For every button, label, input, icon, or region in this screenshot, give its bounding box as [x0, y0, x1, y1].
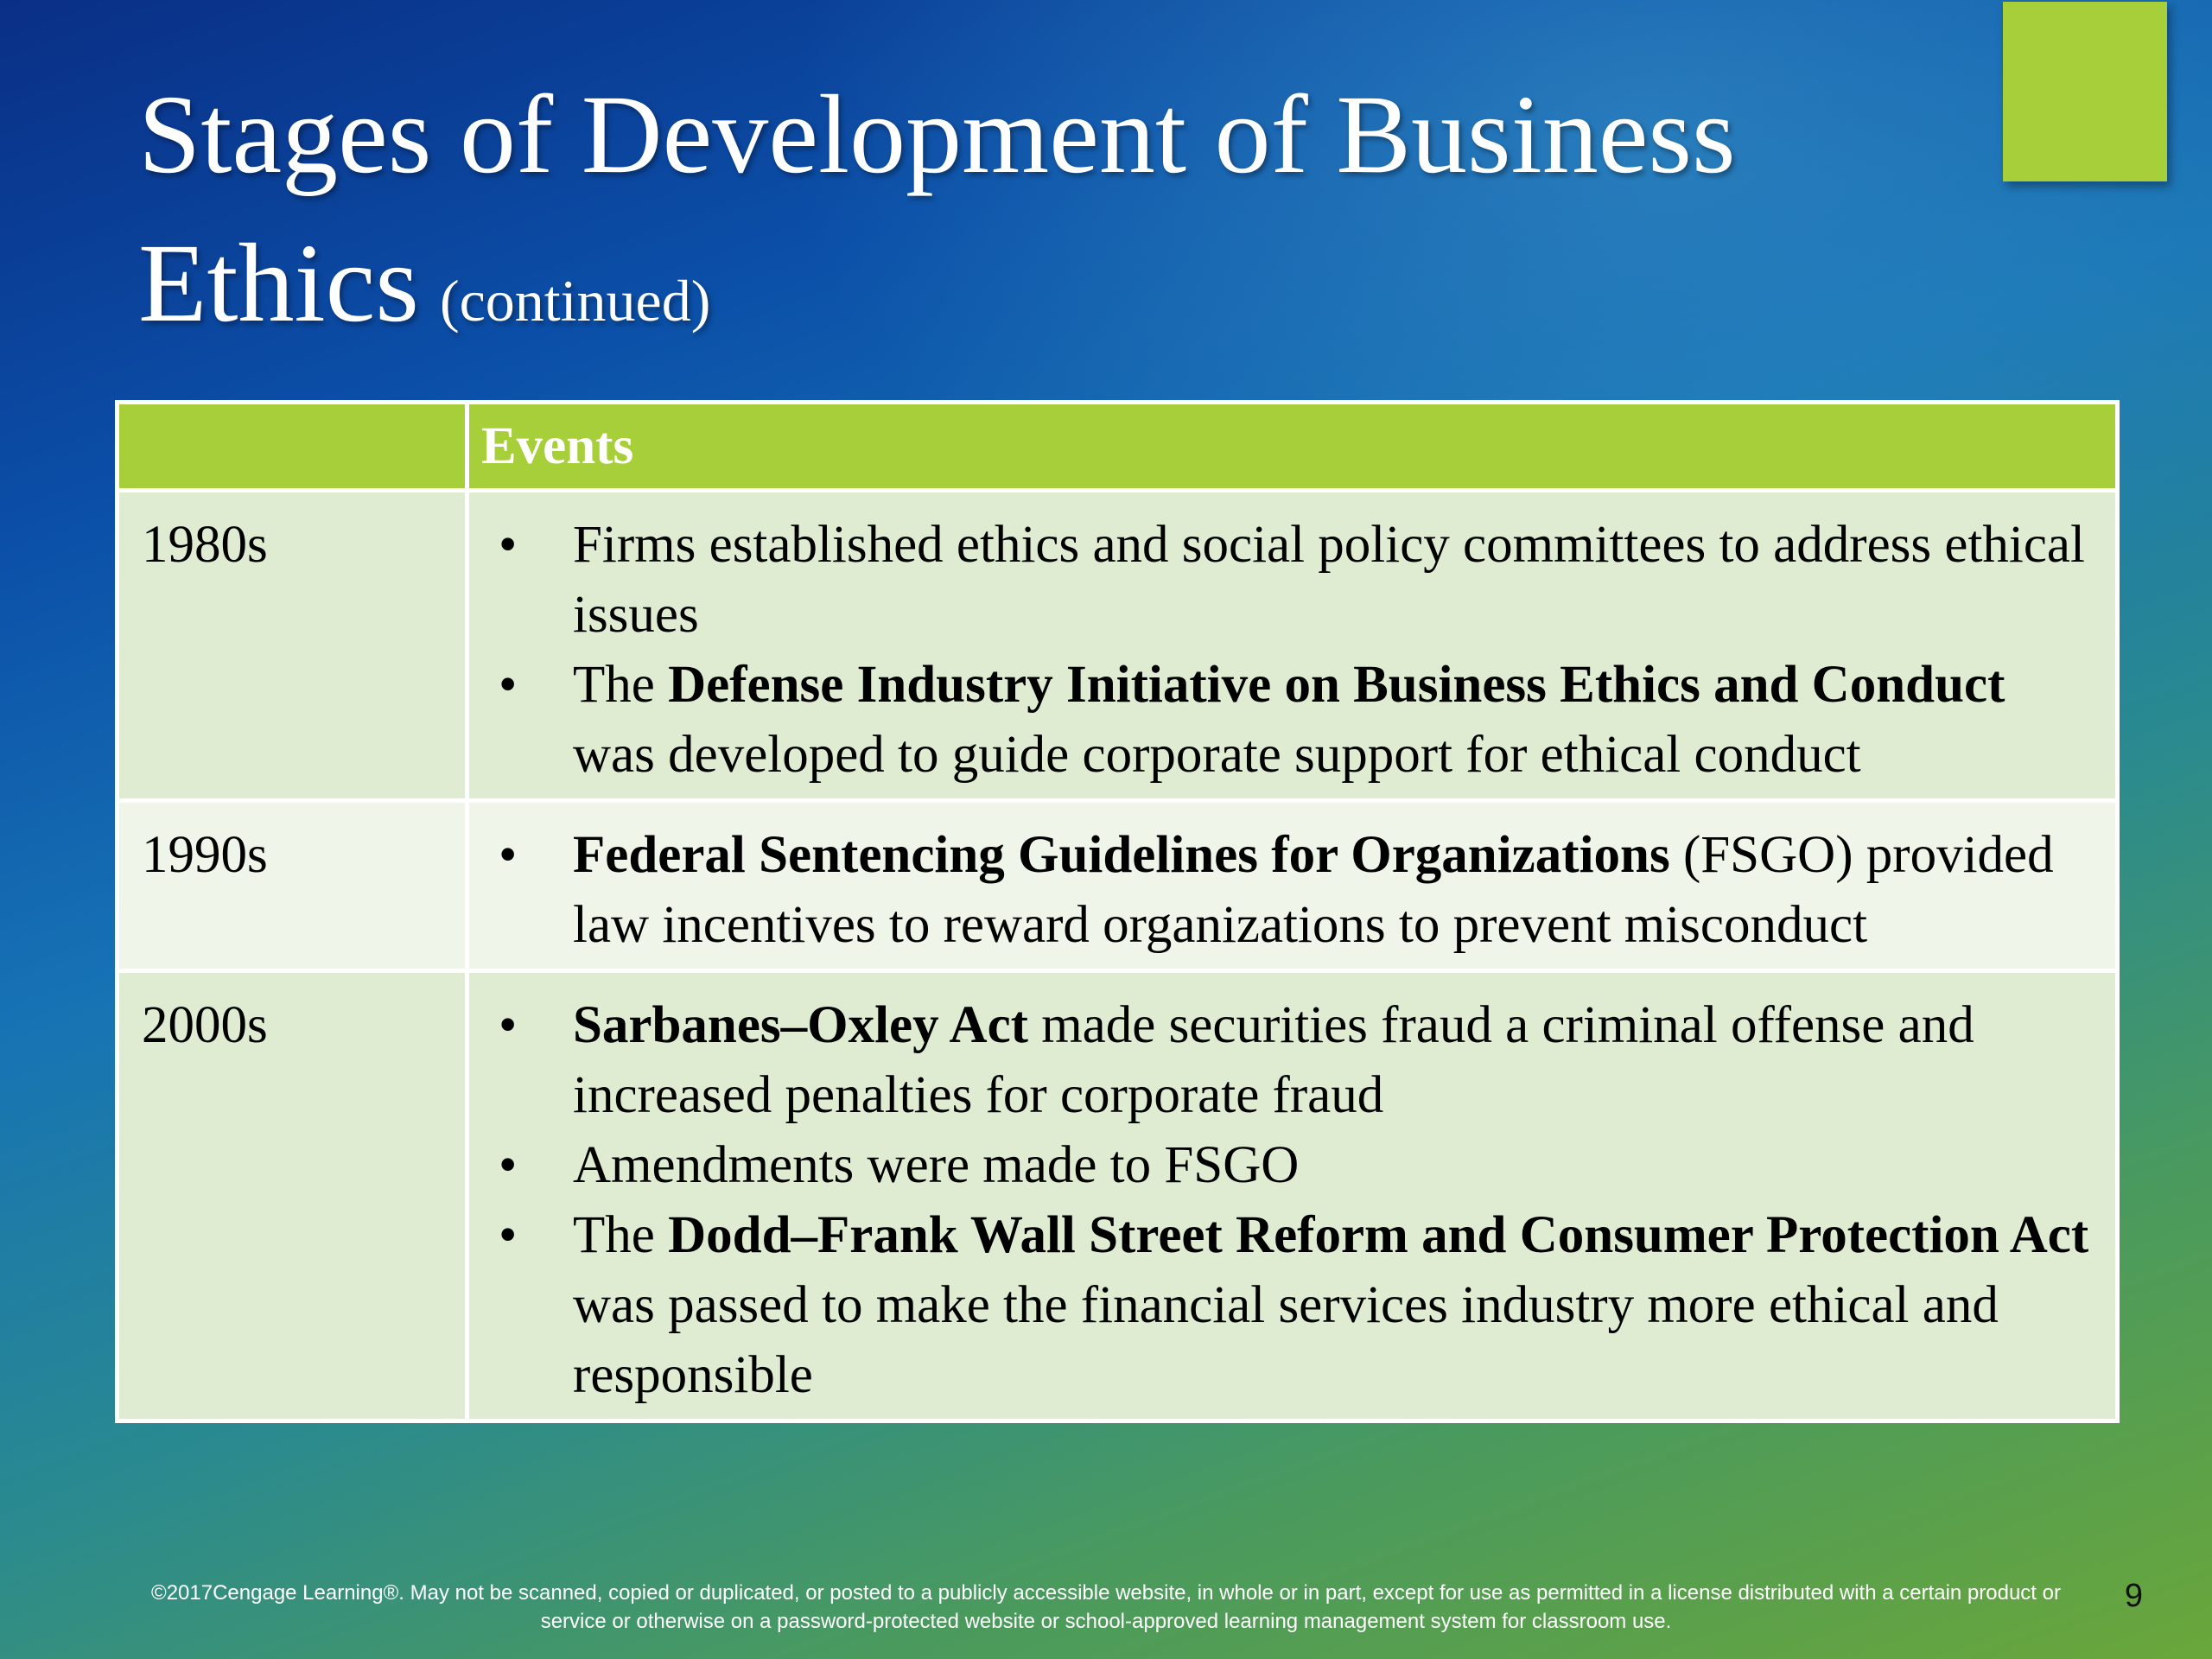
- event-text: made securities fraud a criminal offense and increased penalties for corporate fraud: [573, 996, 1974, 1124]
- events-cell: [467, 491, 2118, 801]
- title-line-1: Stages of Development of Business: [138, 73, 1736, 197]
- event-item: [481, 1130, 2098, 1200]
- event-bold-text: Defense Industry Initiative on Business Ethics and Conduct: [668, 656, 2005, 714]
- event-text: Amendments were made to FSGO: [573, 1136, 1300, 1194]
- event-text: Firms established ethics and social policy committees to address ethical issues: [573, 516, 2085, 644]
- title-line-2: Ethics: [138, 221, 419, 346]
- events-table: [115, 400, 2120, 1423]
- table-row: [118, 491, 2118, 801]
- event-text: (FSGO) provided law incentives to reward organizations to prevent misconduct: [573, 826, 2054, 954]
- header-decade-cell: [118, 403, 467, 491]
- event-item: [481, 820, 2098, 960]
- event-bold-text: Sarbanes–Oxley Act: [573, 996, 1028, 1054]
- event-item: [481, 510, 2098, 650]
- slide-title: [138, 60, 1953, 375]
- decade-cell: 1980s: [118, 491, 467, 801]
- page-number: 9: [2124, 1578, 2143, 1614]
- table-row: [118, 971, 2118, 1421]
- event-bold-text: Dodd–Frank Wall Street Reform and Consumer Protection Act: [668, 1206, 2089, 1264]
- title-continued: (continued): [439, 268, 711, 334]
- event-list: [481, 990, 2098, 1410]
- copyright-footer: ©2017Cengage Learning®. May not be scanned, copied or duplicated, or posted to a publicly accessible website, in whole or in part, except for use as permitted in a license distributed with a certain product or service or otherwise on a password-protected website or school-approved learning management system for classroom use.: [151, 1581, 2061, 1633]
- event-item: [481, 1200, 2098, 1410]
- event-text: was passed to make the financial services industry more ethical and responsible: [573, 1276, 1999, 1404]
- event-bold-text: Federal Sentencing Guidelines for Organizations: [573, 826, 1670, 884]
- events-cell: [467, 971, 2118, 1421]
- event-item: [481, 650, 2098, 790]
- events-cell: [467, 801, 2118, 971]
- decade-cell: 2000s: [118, 971, 467, 1421]
- decade-cell: 1990s: [118, 801, 467, 971]
- table-header-row: [118, 403, 2118, 491]
- event-text: The: [573, 1206, 669, 1264]
- event-text: The: [573, 656, 669, 714]
- event-item: [481, 990, 2098, 1130]
- table-body: [118, 491, 2118, 1421]
- event-list: [481, 510, 2098, 790]
- event-text: was developed to guide corporate support for ethical conduct: [573, 726, 1861, 784]
- accent-square: [2003, 2, 2167, 181]
- header-events-cell: Events: [467, 403, 2118, 491]
- table-row: [118, 801, 2118, 971]
- event-list: [481, 820, 2098, 960]
